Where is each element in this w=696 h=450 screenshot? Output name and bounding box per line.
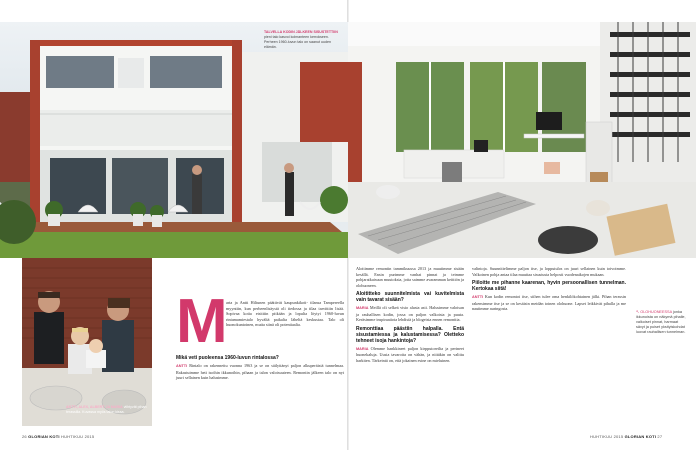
question-4: Piiloitte me pihanne kaarenan, hyvin persoonallisen tunnelman. Kertokaa siitä! xyxy=(472,280,626,292)
answer-4-label: ANTTI xyxy=(472,295,484,299)
article-column-1a xyxy=(226,300,344,331)
family-caption-names: ANTTI, ALEX, ALBERT JA MARIA xyxy=(66,405,123,409)
article-column-2 xyxy=(356,266,464,366)
left-issue: HUHTIKUU 2015 xyxy=(61,434,95,439)
intro-paragraph: aria ja Antti Hiltunen päättivät kaupunkikoti- tilansa Tampereella myyntiin, kun perheenlisäystä oli tiedossa ja tilaa tarvittiin lisää. Sopivaa kotia etsittiin pitkään ja lopulta löytyi 1960-luvun rintamamiestalo hyvältä paikalta läheltä keskustaa. Talo oli huonokuntoinen, mutta siinä oli potentiaalia. xyxy=(226,300,344,327)
side-caption-text: jonka ikkunoista on näkymä pihalle, valkoiset pinnat, harmaat sävyt ja puiset yksityiskohdat luovat rauhallisen tunnelman. xyxy=(636,310,686,334)
left-magazine-name: GLORIAN KOTI xyxy=(28,434,60,439)
answer-4 xyxy=(472,294,626,312)
right-issue: HUHTIKUU 2015 xyxy=(590,434,624,439)
answer-3-label: MARIA xyxy=(356,346,369,351)
article-column-3 xyxy=(472,266,626,315)
house-caption-text: pieni talo kasvoi kolmanteen kerrokseen. Perheen 1960-luvun talo on saanut uuden elämän. xyxy=(264,35,331,49)
question-1: Mikä veti puoleensa 1960-luvun rintalossa? xyxy=(176,355,279,361)
living-room-caption xyxy=(636,310,686,335)
answer-1-label: ANTTI xyxy=(176,364,188,368)
question-2: Aloititteko suunnitelmista vai kuvitelmista vain tavarat sisään? xyxy=(356,291,464,303)
right-magazine-name: GLORIAN KOTI xyxy=(624,434,657,439)
question-3: Remonttiaa päästiin halpalla. Entä sisustamiessa ja kalustamisessa? Oletteko tehneet isoja hankintoja? xyxy=(356,325,464,344)
drop-cap: M xyxy=(176,287,228,356)
side-caption-arrow: ↖ OLOHUONEESSA xyxy=(636,310,672,314)
left-footer xyxy=(22,434,94,439)
answer-2-text: Meillä oli selkeä visio alusta asti. Halusimme valoisan ja rauhallisen kodin, jossa on paljon valkoista ja puuta. Keräsimme inspiraatiota lehdistä ja blogeista ennen remonttia. xyxy=(356,305,464,322)
answer-1-text: Rintalo on rakennettu vuonna 1963 ja se on säilyttänyt paljon alkuperäistä tunnelmaa. Rakastuimme heti isoihin ikkunoihin, pihaan ja talon valoisuuteen. Remontin jälkeen talo on nyt juuri sellainen kuin halusimme. xyxy=(176,363,344,380)
col2-paragraph: Aloitimme remontin tammikuussa 2013 ja muutimme sisään kesällä. Ensin purimme vanhat pinnat ja teimme pohjaratkaisuun muutoksia, jotta saimme avaramman keittiön ja olohuoneen. xyxy=(356,266,464,288)
article-column-1b xyxy=(176,352,344,384)
house-photo-caption xyxy=(264,30,342,50)
living-room-photo xyxy=(348,22,696,258)
right-footer xyxy=(590,434,662,439)
col3-paragraph: valintoja. Suunnittelimme paljon itse, ja lopputulos on juuri sellainen kuin toivoimme. Valkoinen pohja antaa tilaa muuttaa sisustusta helposti vuodenaikojen mukaan. xyxy=(472,266,626,277)
answer-3-text: Olemme hankkineet paljon kirpputoreilta ja perineet huonekaluja. Uusia tavaroita on vähän, ja niitäkin on valittu harkiten. Tärkeintä on, että jokainen esine on mieluinen. xyxy=(356,345,465,363)
family-photo xyxy=(22,258,152,426)
answer-4-text: Kun kodin remontoi itse, siihen tulee oma henkilökohtainen jälki. Pihan terassin rakensimme itse ja se on kesäisin meidän toinen olohuone. Lapset leikkivät pihalla ja me nautimme auringosta. xyxy=(472,294,626,311)
house-caption-label: TALVELLA KODIN JÄLKEEN SISUSTETTIIN xyxy=(264,30,338,34)
left-page-number: 26 xyxy=(22,434,27,439)
answer-3 xyxy=(356,346,464,364)
answer-1 xyxy=(176,363,344,381)
right-page-number: 27 xyxy=(657,434,663,439)
answer-2 xyxy=(356,305,464,323)
house-exterior-photo xyxy=(0,22,348,258)
answer-2-label: MARIA xyxy=(356,306,369,310)
family-caption-text: viihtyvät pihan terassilla. Kuvassa myös talon kissa. xyxy=(66,405,147,414)
family-photo-caption xyxy=(66,405,148,414)
